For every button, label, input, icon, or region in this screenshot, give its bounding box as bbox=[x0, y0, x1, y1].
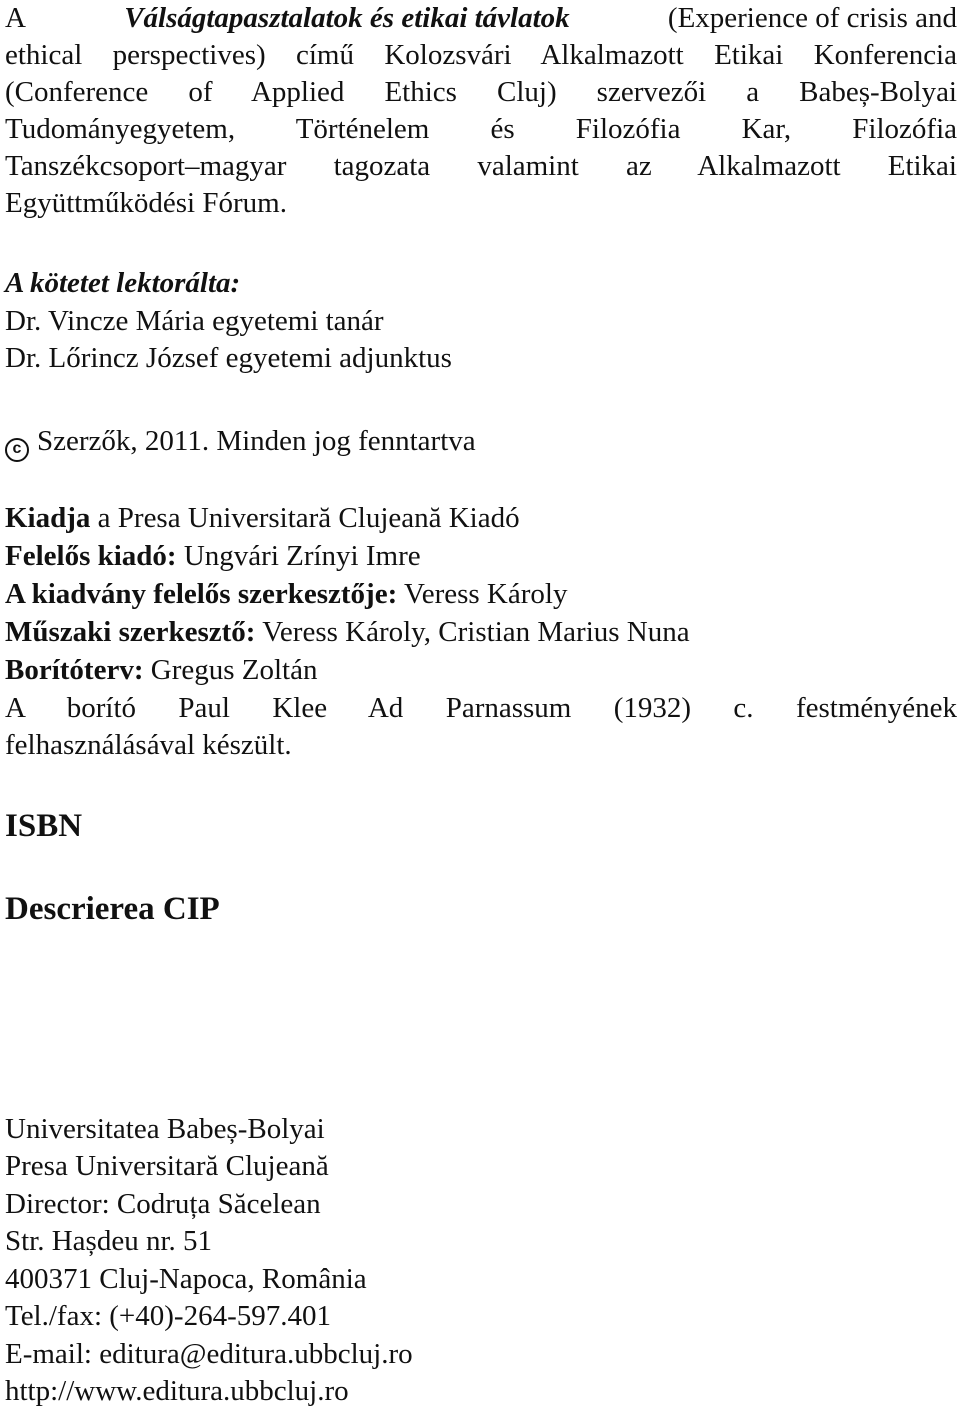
cover-note-line-1: A borító Paul Klee Ad Parnassum (1932) c. festményének bbox=[5, 692, 957, 724]
address-line-1: Universitatea Babeș-Bolyai bbox=[5, 1113, 325, 1145]
intro-line-1-rest: (Experience of crisis and bbox=[667, 2, 957, 34]
editor-label: A kiadvány felelős szerkesztője: bbox=[5, 578, 398, 610]
reviewer-2: Dr. Lőrincz József egyetemi adjunktus bbox=[5, 342, 452, 374]
intro-article: A bbox=[5, 2, 26, 34]
technical-editor-value: Veress Károly, Cristian Marius Nuna bbox=[262, 616, 690, 648]
editor-line bbox=[5, 576, 567, 612]
website-link[interactable]: http://www.editura.ubbcluj.ro bbox=[5, 1375, 349, 1407]
conference-title: Válságtapasztalatok és etikai távlatok bbox=[124, 2, 570, 34]
intro-line-5: Tanszékcsoport–magyar tagozata valamint az Alkalmazott Etikai bbox=[5, 150, 957, 182]
technical-editor-label: Műszaki szerkesztő: bbox=[5, 616, 256, 648]
publisher-line bbox=[5, 500, 520, 536]
address-line-3: Director: Codruța Săcelean bbox=[5, 1188, 321, 1220]
copyright-text: Szerzők, 2011. Minden jog fenntartva bbox=[37, 425, 476, 457]
responsible-publisher-value: Ungvári Zrínyi Imre bbox=[183, 540, 421, 572]
copyright-icon: c bbox=[5, 438, 29, 462]
cover-design-value: Gregus Zoltán bbox=[150, 654, 318, 686]
intro-line-2: ethical perspectives) című Kolozsvári Alkalmazott Etikai Konferencia bbox=[5, 39, 957, 71]
cover-note-line-2: felhasználásával készült. bbox=[5, 729, 292, 761]
technical-editor-line bbox=[5, 614, 690, 650]
isbn-heading: ISBN bbox=[5, 808, 83, 844]
responsible-publisher-label: Felelős kiadó: bbox=[5, 540, 177, 572]
publisher-label: Kiadja bbox=[5, 502, 91, 534]
editor-value: Veress Károly bbox=[403, 578, 568, 610]
reviewer-1: Dr. Vincze Mária egyetemi tanár bbox=[5, 305, 384, 337]
publisher-value: a Presa Universitară Clujeană Kiadó bbox=[97, 502, 520, 534]
reviewers-heading: A kötetet lektorálta: bbox=[5, 267, 241, 299]
responsible-publisher-line bbox=[5, 538, 421, 574]
cover-design-label: Borítóterv: bbox=[5, 654, 144, 686]
intro-line-1 bbox=[5, 0, 957, 36]
address-line-6: Tel./fax: (+40)-264-597.401 bbox=[5, 1300, 331, 1332]
address-line-5: 400371 Cluj-Napoca, România bbox=[5, 1263, 367, 1295]
copyright-line bbox=[5, 423, 476, 459]
address-line-4: Str. Hașdeu nr. 51 bbox=[5, 1225, 213, 1257]
intro-line-4: Tudományegyetem, Történelem és Filozófia Kar, Filozófia bbox=[5, 113, 957, 145]
cover-design-line bbox=[5, 652, 317, 688]
intro-line-3: (Conference of Applied Ethics Cluj) szervezői a Babeș-Bolyai bbox=[5, 76, 957, 108]
intro-line-6: Együttműködési Fórum. bbox=[5, 187, 287, 219]
email-line[interactable]: E-mail: editura@editura.ubbcluj.ro bbox=[5, 1338, 413, 1370]
address-line-2: Presa Universitară Clujeană bbox=[5, 1150, 329, 1182]
cip-heading: Descrierea CIP bbox=[5, 891, 220, 927]
